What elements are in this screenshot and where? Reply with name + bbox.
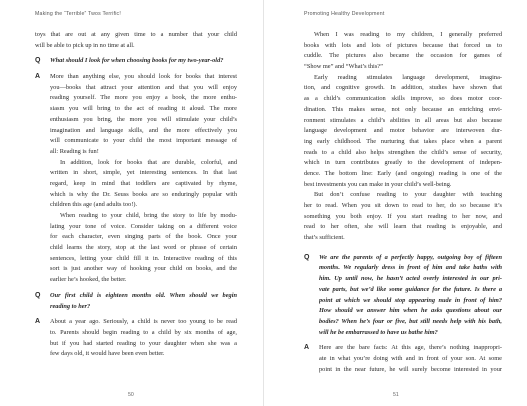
text-line: point in the near future, he will surely become interested in your xyxy=(319,365,502,373)
text-line: toys that are out at any given time to a number that your child xyxy=(35,31,237,38)
text-line: dence. The bottom line: Early (and ongoing) reading is one of the xyxy=(304,169,502,177)
text-line: few days old, it would have been even better. xyxy=(50,350,165,358)
question-line: months. We regularly dress in front of him and take baths with xyxy=(319,264,502,272)
question-line: will he be embarrassed to have us bathe him? xyxy=(319,328,438,336)
text-line: ate in what you’re doing with and in front of your son. At some xyxy=(319,354,502,362)
answer-marker: A xyxy=(35,318,41,326)
question-nudity xyxy=(304,253,502,339)
text-line: child learns the story, stop at the last word or phrase of certain xyxy=(50,244,237,252)
question-line: What should I look for when choosing books for my two-year-old? xyxy=(50,57,224,65)
question-line: We are the parents of a perfectly happy, outgoing boy of fifteen xyxy=(319,253,502,261)
answer-marker: A xyxy=(35,73,41,81)
question-line: bodies? When he’s four or five, but still needs help with his bath, xyxy=(319,317,502,325)
text-line: More than anything else, you should look for books that interest xyxy=(50,73,237,81)
text-line: written in short, simple, yet interesting sentences. In that last xyxy=(50,169,237,177)
text-line: her to read. When you sit down to read to her, do so because it’s xyxy=(304,202,502,209)
text-line: ronment stimulates a child’s abilities in all areas but also because xyxy=(304,116,502,124)
question-line: vate parts, but we’d like some guidance for the future. Is there a xyxy=(319,285,502,293)
left-page-body xyxy=(35,30,237,360)
text-line: About a year ago. Seriously, a child is never too young to be read xyxy=(50,318,237,326)
text-line: which is why the Dr. Seuss books are so enduringly popular with xyxy=(50,190,237,198)
text-line: best investments you can make in your child’s well-being. xyxy=(304,180,452,188)
paragraph xyxy=(304,73,502,191)
text-line: lating your tone of voice. Consider taking on a different voice xyxy=(50,222,237,230)
answer-books xyxy=(35,72,237,286)
text-line: sort is just another way of hooking your child on books, and the xyxy=(50,265,237,273)
text-line: language development and motor behavior are interwoven dur- xyxy=(304,127,502,135)
running-header-left: Making the “Terrible” Twos Terrific! xyxy=(35,11,121,17)
text-line: for each character, even singing parts of the book. Once your xyxy=(50,233,237,241)
page-number-left: 50 xyxy=(128,392,134,398)
text-line: all: Reading is fun! xyxy=(50,147,99,155)
text-line: Early reading stimulates language development, imagina- xyxy=(314,73,502,81)
paragraph xyxy=(304,30,502,73)
paragraph xyxy=(304,190,502,243)
question-books xyxy=(35,56,237,67)
question-line: him. Up until now, he hasn’t acted overly interested in our pri- xyxy=(319,275,502,283)
right-page xyxy=(264,0,527,406)
question-marker: Q xyxy=(35,57,41,65)
left-page xyxy=(0,0,263,406)
text-line: Here are the bare facts: At this age, there’s nothing inappropri- xyxy=(319,344,502,352)
text-line: but if you had started reading to your daughter when she was a xyxy=(50,339,237,347)
question-reading-age xyxy=(35,291,237,312)
text-line: enthusiasm you bring, the more you will stimulate your child’s xyxy=(50,115,237,123)
text-line: to. Parents should begin reading to a child by six months of age, xyxy=(50,328,237,336)
answer-nudity xyxy=(304,343,502,375)
text-line: reads to a child also helps strengthen the child’s sense of security, xyxy=(304,148,502,156)
question-line: reading to her? xyxy=(50,302,91,310)
text-line: In addition, look for books that are durable, colorful, and xyxy=(60,158,237,166)
text-line: something you both enjoy. If you start reading to her now, and xyxy=(304,212,502,220)
answer-marker: A xyxy=(304,344,310,352)
text-line: children this age (and adults too!). xyxy=(50,201,138,209)
text-line: “Show me” and “What’s this?” xyxy=(304,63,383,71)
text-line: sentences, letting your child fill it in. Interactive reading of this xyxy=(50,254,237,262)
text-line: that’s sufficient. xyxy=(304,234,345,242)
text-line: will communicate to your child the most important message of xyxy=(50,137,237,145)
running-header-right: Promoting Healthy Development xyxy=(304,11,385,17)
question-line: Our first child is eighteen months old. When should we begin xyxy=(50,291,237,299)
question-marker: Q xyxy=(304,253,310,261)
text-line: you—books that attract your attention and that you will enjoy xyxy=(50,83,237,91)
question-line: How should we answer him when he asks questions about our xyxy=(319,307,502,315)
text-line: imagination and language skills, and the more effectively you xyxy=(50,126,237,134)
text-line: tion, and cognitive growth. In addition, studies have shown that xyxy=(304,84,502,92)
text-line: But don’t confuse reading to your daughter with teaching xyxy=(314,191,502,199)
text-line: books with lots and lots of pictures because that forced us to xyxy=(304,41,502,49)
text-line: ing early childhood. The nurturing that takes place when a parent xyxy=(304,137,502,145)
text-line: earlier he’s hooked, the better. xyxy=(50,276,127,284)
question-line: point at which we should stop appearing nude in front of him? xyxy=(319,296,502,304)
text-line: regard, keep in mind that toddlers are captivated by rhyme, xyxy=(50,179,237,187)
intro-paragraph xyxy=(35,30,237,51)
text-line: will be able to pick up in no time at all. xyxy=(35,41,135,49)
text-line: read to her often, she will learn that reading is enjoyable, and xyxy=(304,223,502,231)
answer-reading-age xyxy=(35,317,237,360)
question-marker: Q xyxy=(35,291,41,299)
text-line: reading yourself. The more you enjoy a book, the more enthu- xyxy=(50,94,237,102)
text-line: dination. This makes sense, not only because an enriching envi- xyxy=(304,105,502,113)
text-line: When reading to your child, bring the story to life by modu- xyxy=(60,212,237,219)
text-line: When I was reading to my children, I generally preferred xyxy=(314,31,502,38)
text-line: cuddle. The pictures also became the occasion for games of xyxy=(304,52,502,60)
text-line: siasm you will bring to the act of reading it aloud. The more xyxy=(50,105,237,113)
right-page-body xyxy=(304,30,502,375)
text-line: which in turn contributes greatly to the development of indepen- xyxy=(304,159,502,167)
text-line: as a child’s communication skills improve, so does motor coor- xyxy=(304,95,502,103)
page-number-right: 51 xyxy=(393,392,399,398)
